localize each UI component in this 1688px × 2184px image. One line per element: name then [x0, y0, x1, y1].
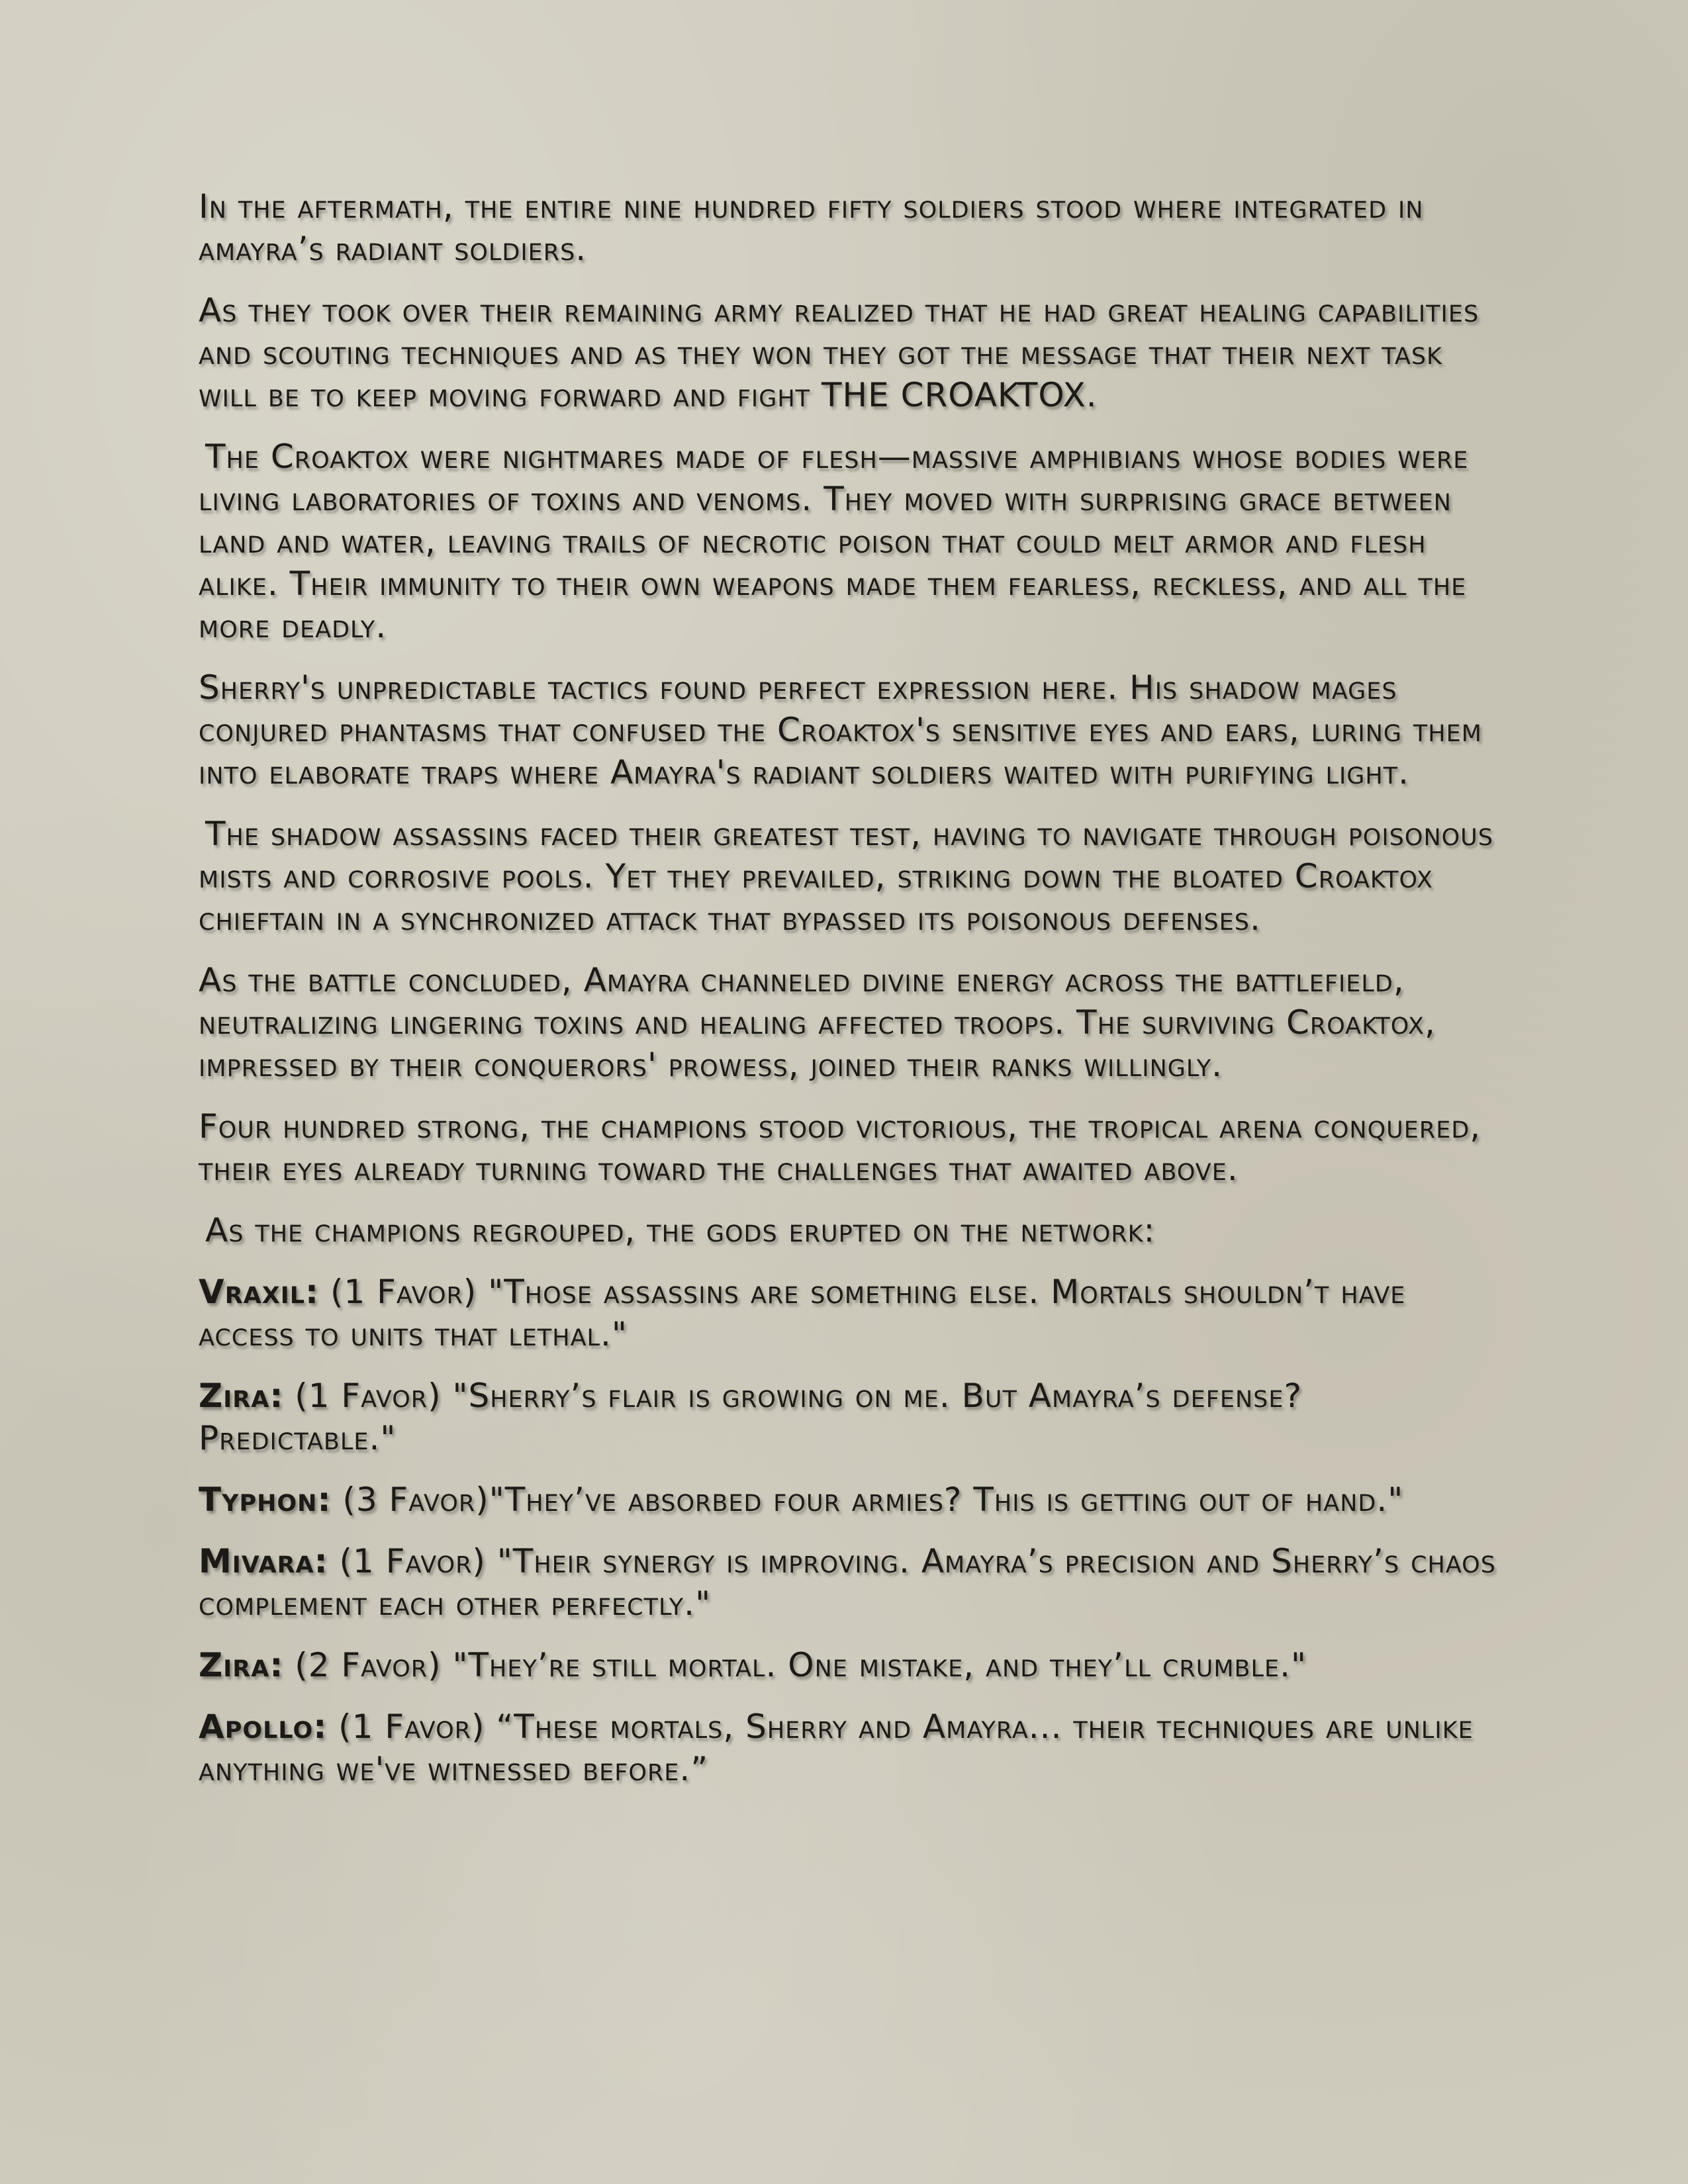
paragraph-text: As the battle concluded, Amayra channeled divine energy across the battlefield, neutralizing lingering toxins and healing affected troops. The surviving Croaktox, impressed by their conquerors' prowess, joined their ranks willingly. — [199, 961, 1436, 1084]
paragraph-text: Four hundred strong, the champions stood victorious, the tropical arena conquered, their eyes already turning toward the challenges that awaited above. — [199, 1107, 1481, 1188]
croaktox-emphasis: THE CROAKTOX. — [821, 376, 1098, 414]
paragraph-four-hundred — [199, 1105, 1496, 1190]
dialogue-line: (1 Favor) "Sherry’s flair is growing on me. But Amayra’s defense? Predictable." — [199, 1377, 1303, 1457]
paragraph-shadow-assassins — [199, 813, 1496, 940]
paragraph-army-realized — [199, 289, 1496, 416]
dialogue-zira-1 — [199, 1375, 1496, 1459]
dialogue-apollo — [199, 1706, 1496, 1790]
paragraph-sherry-tactics — [199, 666, 1496, 794]
paragraph-text: The Croaktox were nightmares made of flesh—massive amphibians whose bodies were living laboratories of toxins and venoms. They moved with surprising grace between land and water, leaving trails of necrotic poison that could melt armor and flesh alike. Their immunity to their own weapons made them fearless, reckless, and all the more deadly. — [199, 437, 1469, 645]
speaker-name: Apollo: — [199, 1707, 328, 1746]
dialogue-line: (1 Favor) "Their synergy is improving. Amayra’s precision and Sherry’s chaos complement each other perfectly." — [199, 1542, 1496, 1623]
paragraph-text: In the aftermath, the entire nine hundred fifty soldiers stood where integrated in amayra’s radiant soldiers. — [199, 187, 1424, 268]
document-page — [199, 185, 1496, 1809]
paragraph-aftermath — [199, 185, 1496, 270]
dialogue-zira-2 — [199, 1644, 1496, 1686]
dialogue-mivara — [199, 1540, 1496, 1625]
speaker-name: Mivara: — [199, 1542, 328, 1580]
speaker-name: Zira: — [199, 1377, 284, 1415]
speaker-name: Zira: — [199, 1646, 284, 1684]
paragraph-text: The shadow assassins faced their greatest test, having to navigate through poisonous mists and corrosive pools. Yet they prevailed, striking down the bloated Croaktox chieftain in a synchronized attack that bypassed its poisonous defenses. — [199, 815, 1494, 938]
speaker-name: Vraxil: — [199, 1273, 320, 1311]
dialogue-line: (2 Favor) "They’re still mortal. One mistake, and they’ll crumble." — [283, 1646, 1307, 1684]
paragraph-croaktox-description — [199, 435, 1496, 647]
dialogue-line: (1 Favor) "Those assassins are something else. Mortals shouldn’t have access to units that lethal." — [199, 1273, 1406, 1353]
dialogue-vraxil — [199, 1271, 1496, 1355]
dialogue-line: (3 Favor)"They’ve absorbed four armies? This is getting out of hand." — [331, 1480, 1404, 1519]
paragraph-text: Sherry's unpredictable tactics found perfect expression here. His shadow mages conjured phantasms that confused the Croaktox's sensitive eyes and ears, luring them into elaborate traps where Amayra's radiant soldiers waited with purifying light. — [199, 668, 1482, 792]
paragraph-battle-concluded — [199, 959, 1496, 1086]
dialogue-typhon — [199, 1479, 1496, 1521]
speaker-name: Typhon: — [199, 1480, 332, 1519]
paragraph-text: As the champions regrouped, the gods erupted on the network: — [205, 1211, 1156, 1250]
dialogue-line: (1 Favor) “These mortals, Sherry and Amayra... their techniques are unlike anything we've witnessed before.” — [199, 1707, 1474, 1788]
paragraph-gods-erupted — [199, 1209, 1496, 1251]
paragraph-text: As they took over their remaining army realized that he had great healing capabilities and scouting techniques and as they won they got the message that their next task will be to keep moving forward and fight — [199, 291, 1479, 414]
